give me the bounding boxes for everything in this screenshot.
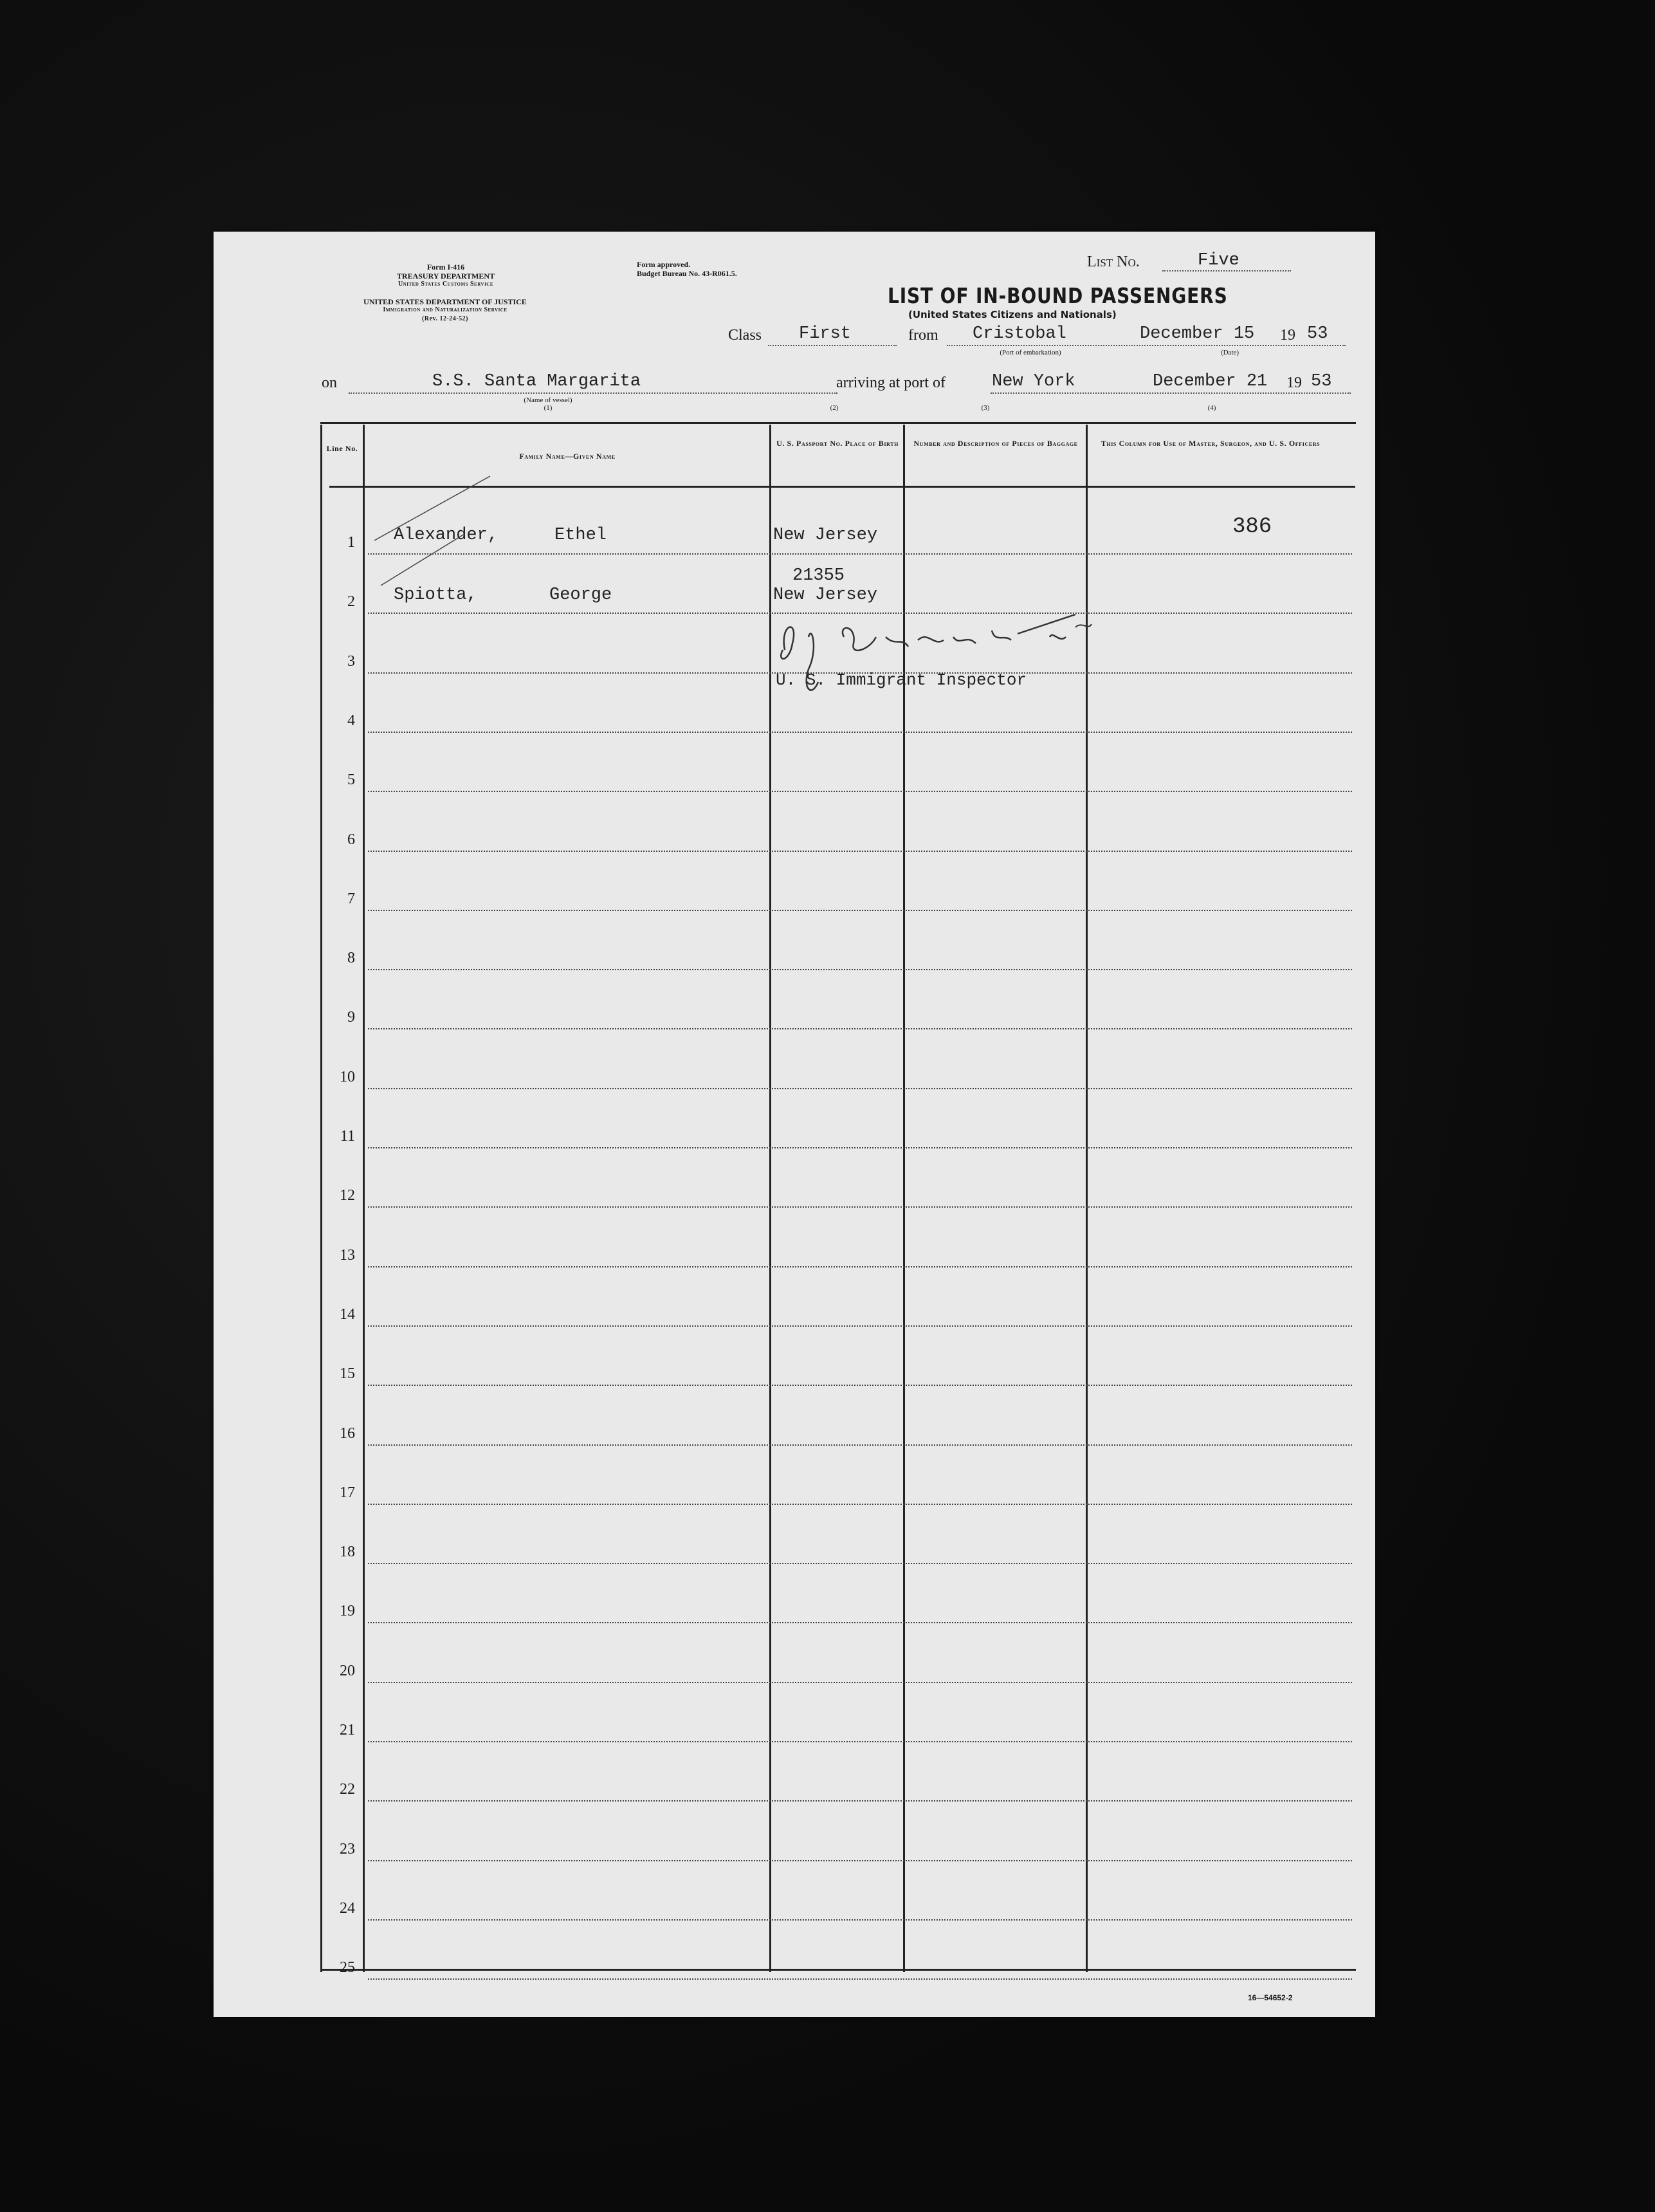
page-title: LIST OF IN-BOUND PASSENGERS bbox=[888, 283, 1228, 308]
table-row-line bbox=[368, 1325, 1352, 1327]
header-passport: U. S. Passport No. Place of Birth bbox=[776, 439, 899, 448]
row-line-number: 6 bbox=[347, 831, 355, 848]
arriving-label: arriving at port of bbox=[836, 374, 946, 391]
page-subtitle: (United States Citizens and Nationals) bbox=[908, 309, 1117, 320]
col-num-2: (2) bbox=[830, 404, 839, 412]
table-row-line bbox=[368, 1622, 1352, 1623]
row-line-number: 4 bbox=[347, 712, 355, 729]
col-num-4: (4) bbox=[1207, 404, 1216, 412]
table-row-line bbox=[368, 1978, 1352, 1980]
table-row-line bbox=[368, 1385, 1352, 1386]
customs-service: United States Customs Service bbox=[398, 281, 494, 288]
class-label: Class bbox=[728, 327, 762, 344]
form-approved: Form approved. bbox=[637, 260, 691, 269]
row-line-number: 3 bbox=[347, 652, 355, 670]
table-row-line bbox=[368, 1800, 1352, 1802]
passenger-family-name: Spiotta, bbox=[394, 585, 477, 605]
row-line-number: 14 bbox=[340, 1305, 355, 1323]
departure-date: December 15 bbox=[1140, 324, 1255, 344]
check-mark bbox=[361, 463, 503, 592]
table-row-line bbox=[368, 969, 1352, 970]
port-line bbox=[991, 392, 1351, 394]
arrival-date: December 21 bbox=[1153, 372, 1268, 391]
list-no-line bbox=[1162, 270, 1291, 272]
row-line-number: 25 bbox=[340, 1959, 355, 1977]
table-row-line bbox=[368, 1860, 1352, 1861]
officer-note: 386 bbox=[1232, 515, 1272, 539]
form-number: Form I-416 bbox=[426, 263, 465, 272]
inspector-caption: U. S. Immigrant Inspector bbox=[776, 670, 1027, 690]
row-line-number: 21 bbox=[340, 1722, 355, 1738]
footer-code: 16—54652-2 bbox=[1248, 1993, 1293, 2002]
row-line-number: 23 bbox=[340, 1840, 355, 1857]
table-row-line bbox=[368, 1919, 1352, 1921]
row-line-number: 1 bbox=[347, 534, 355, 551]
passenger-birthplace: New Jersey bbox=[773, 526, 878, 545]
col-divider-name bbox=[769, 425, 771, 1972]
port-caption: (Port of embarkation) bbox=[1000, 349, 1061, 356]
budget-bureau: Budget Bureau No. 43-R061.5. bbox=[637, 269, 737, 278]
row-line-number: 8 bbox=[347, 950, 355, 967]
class-value: First bbox=[799, 324, 852, 344]
passenger-given-name: George bbox=[549, 585, 612, 605]
on-label: on bbox=[322, 374, 337, 391]
table-row-line bbox=[368, 1504, 1352, 1505]
table-row-line bbox=[368, 1206, 1352, 1208]
table-top-border bbox=[320, 422, 1356, 424]
vessel-line bbox=[349, 392, 837, 394]
arrival-year-prefix: 19 bbox=[1286, 374, 1302, 391]
table-row-line bbox=[368, 791, 1352, 792]
table-row-line bbox=[368, 1088, 1352, 1089]
table-row-line bbox=[368, 553, 1352, 555]
row-line-number: 24 bbox=[340, 1899, 355, 1917]
header-officers: This Column for Use of Master, Surgeon, and U. S. Officers bbox=[1101, 439, 1321, 448]
table-row-line bbox=[368, 851, 1352, 852]
table-row-line bbox=[368, 1147, 1352, 1148]
departure-year-prefix: 19 bbox=[1280, 327, 1295, 344]
table-row-line bbox=[368, 1444, 1352, 1446]
row-line-number: 17 bbox=[340, 1484, 355, 1501]
vessel-caption: (Name of vessel) bbox=[524, 396, 572, 404]
class-line bbox=[768, 345, 897, 346]
header-family-name: Family Name—Given Name bbox=[519, 452, 616, 461]
row-line-number: 5 bbox=[347, 771, 355, 789]
passenger-birthplace: New Jersey bbox=[773, 585, 878, 605]
arrival-port: New York bbox=[992, 372, 1075, 391]
row-line-number: 2 bbox=[347, 593, 355, 611]
row-line-number: 11 bbox=[340, 1128, 355, 1145]
table-row-line bbox=[368, 1741, 1352, 1742]
table-row-line bbox=[368, 1028, 1352, 1029]
col-num-3: (3) bbox=[981, 404, 990, 412]
treasury-dept: TREASURY DEPARTMENT bbox=[396, 272, 495, 281]
col-num-1: (1) bbox=[544, 404, 553, 412]
passenger-given-name: Ethel bbox=[554, 526, 607, 545]
row-line-number: 9 bbox=[347, 1009, 355, 1026]
departure-year: 53 bbox=[1307, 324, 1328, 344]
row-line-number: 19 bbox=[340, 1603, 355, 1620]
passenger-family-name: Alexander, bbox=[394, 526, 498, 545]
row-line-number: 18 bbox=[340, 1544, 355, 1561]
row-line-number: 20 bbox=[340, 1662, 355, 1679]
table-row-line bbox=[368, 910, 1352, 911]
justice-dept: UNITED STATES DEPARTMENT OF JUSTICE bbox=[363, 297, 527, 306]
arrival-year: 53 bbox=[1311, 372, 1332, 391]
col-divider-line bbox=[363, 425, 365, 1972]
ins-service: Immigration and Naturalization Service bbox=[383, 306, 507, 313]
from-label: from bbox=[908, 327, 938, 344]
list-no-label: List No. bbox=[1087, 253, 1140, 270]
header-baggage: Number and Description of Pieces of Baggage bbox=[913, 439, 1078, 448]
row-line-number: 22 bbox=[340, 1781, 355, 1798]
table-row-line bbox=[368, 1563, 1352, 1564]
row-line-number: 7 bbox=[347, 890, 355, 907]
table-row-line bbox=[368, 732, 1352, 733]
table-row-line bbox=[368, 1682, 1352, 1683]
from-line bbox=[947, 345, 1346, 346]
from-value: Cristobal bbox=[973, 324, 1066, 344]
row-line-number: 10 bbox=[340, 1068, 355, 1085]
manifest-page bbox=[214, 232, 1375, 2017]
table-left-border bbox=[320, 425, 322, 1972]
row-line-number: 16 bbox=[340, 1424, 355, 1442]
table-bottom-border bbox=[320, 1969, 1356, 1971]
passport-number: 21355 bbox=[792, 566, 845, 585]
revision-date: (Rev. 12-24-52) bbox=[422, 315, 468, 322]
table-row-line bbox=[368, 1266, 1352, 1267]
date-caption: (Date) bbox=[1220, 349, 1239, 356]
row-line-number: 12 bbox=[340, 1187, 355, 1204]
row-line-number: 15 bbox=[340, 1365, 355, 1383]
header-line-no: Line No. bbox=[326, 444, 358, 453]
vessel-name: S.S. Santa Margarita bbox=[432, 372, 641, 391]
list-no-value: Five bbox=[1198, 251, 1239, 270]
row-line-number: 13 bbox=[340, 1246, 355, 1264]
